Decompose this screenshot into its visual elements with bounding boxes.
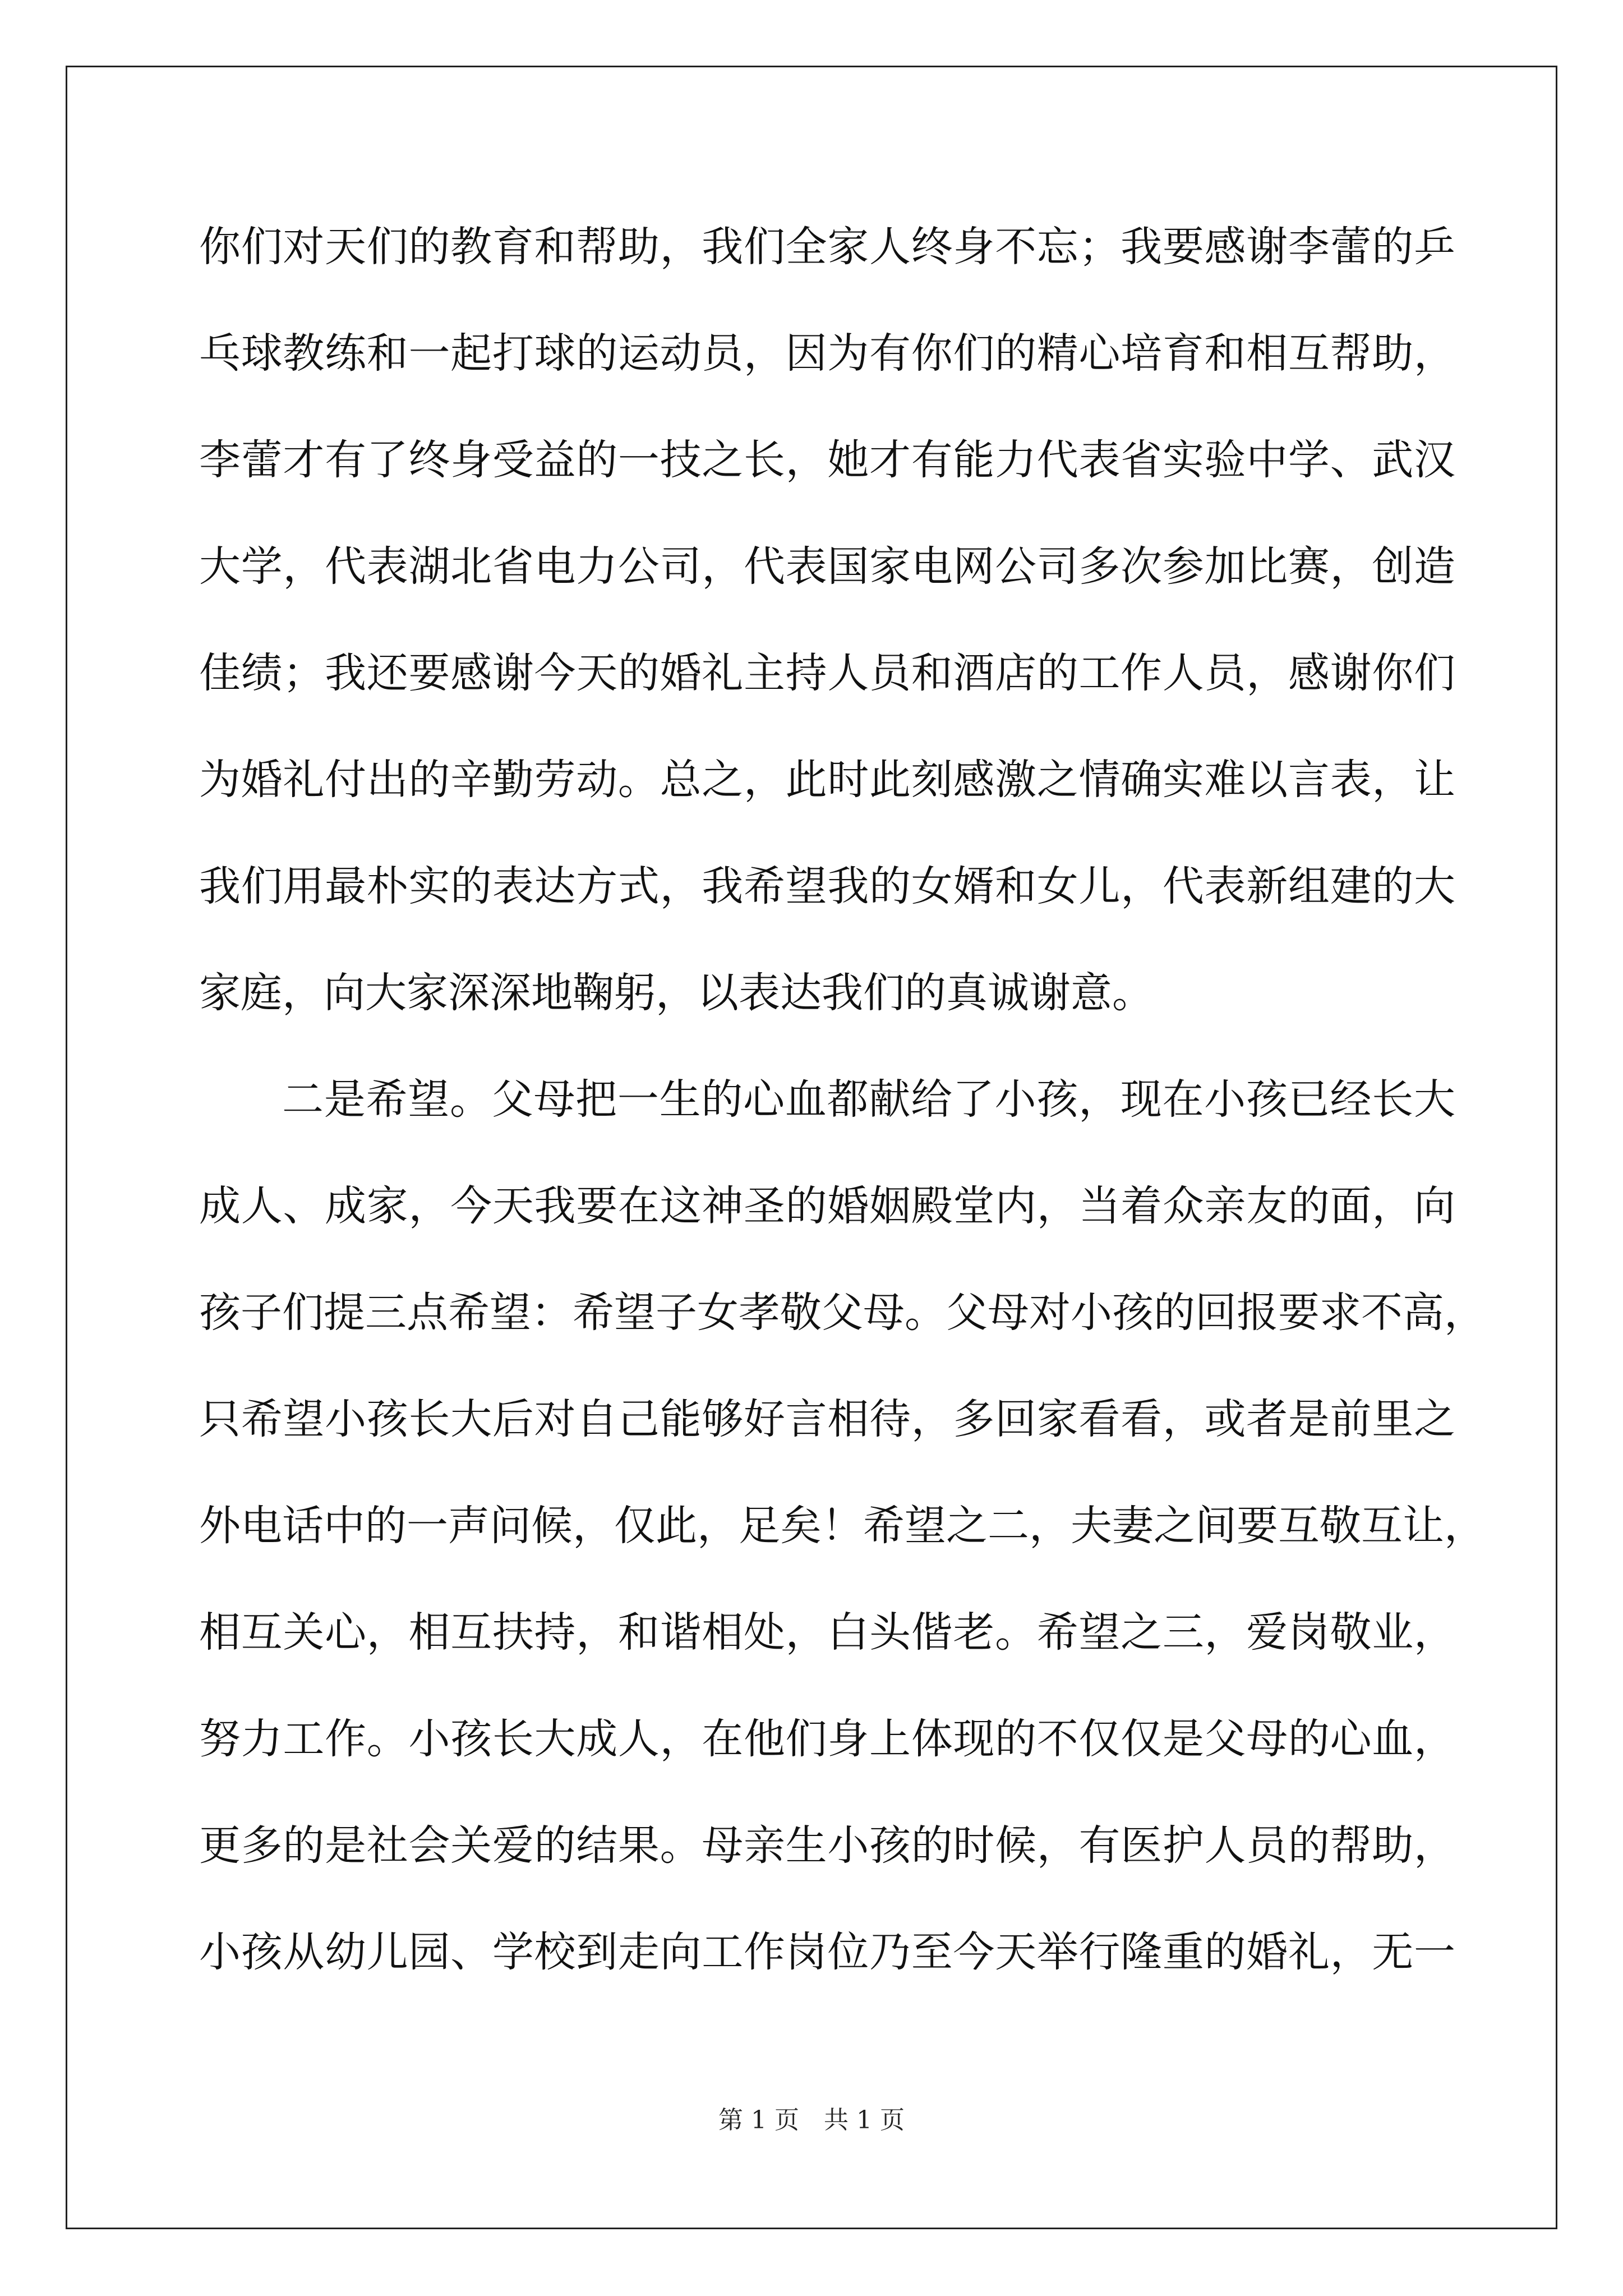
text-line: 孩子们提三点希望：希望子女孝敬父母。父母对小孩的回报要求不高， (199, 1289, 1486, 1337)
text-line: 成人、成家，今天我要在这神圣的婚姻殿堂内，当着众亲友的面，向 (199, 1182, 1455, 1230)
text-line: 乓球教练和一起打球的运动员，因为有你们的精心培育和相互帮助， (199, 329, 1455, 378)
text-line: 为婚礼付出的辛勤劳动。总之，此时此刻感激之情确实难以言表，让 (199, 756, 1455, 804)
text-line: 更多的是社会关爱的结果。母亲生小孩的时候，有医护人员的帮助， (199, 1821, 1455, 1870)
text-line: 相互关心，相互扶持，和谐相处，白头偕老。希望之三，爱岗敬业， (199, 1608, 1455, 1657)
text-line: 李蕾才有了终身受益的一技之长，她才有能力代表省实验中学、武汉 (199, 436, 1455, 484)
paragraph-first-line: 二是希望。父母把一生的心血都献给了小孩，现在小孩已经长大 (282, 1075, 1455, 1124)
text-line: 家庭，向大家深深地鞠躬，以表达我们的真诚谢意。 (199, 969, 1154, 1017)
text-line: 佳绩；我还要感谢今天的婚礼主持人员和酒店的工作人员，感谢你们 (199, 649, 1455, 697)
text-line: 我们用最朴实的表达方式，我希望我的女婿和女儿，代表新组建的大 (199, 862, 1455, 910)
text-line: 努力工作。小孩长大成人，在他们身上体现的不仅仅是父母的心血， (199, 1715, 1455, 1763)
text-line: 小孩从幼儿园、学校到走向工作岗位乃至今天举行隆重的婚礼，无一 (199, 1928, 1455, 1976)
text-line: 大学，代表湖北省电力公司，代表国家电网公司多次参加比赛，创造 (199, 542, 1455, 591)
text-line: 你们对天们的教育和帮助，我们全家人终身不忘；我要感谢李蕾的乒 (199, 223, 1455, 271)
page-footer: 第 1 页 共 1 页 (718, 2106, 905, 2134)
text-line: 外电话中的一声问候，仅此，足矣！希望之二，夫妻之间要互敬互让， (199, 1502, 1486, 1550)
text-line: 只希望小孩长大后对自己能够好言相待，多回家看看，或者是前里之 (199, 1395, 1455, 1443)
